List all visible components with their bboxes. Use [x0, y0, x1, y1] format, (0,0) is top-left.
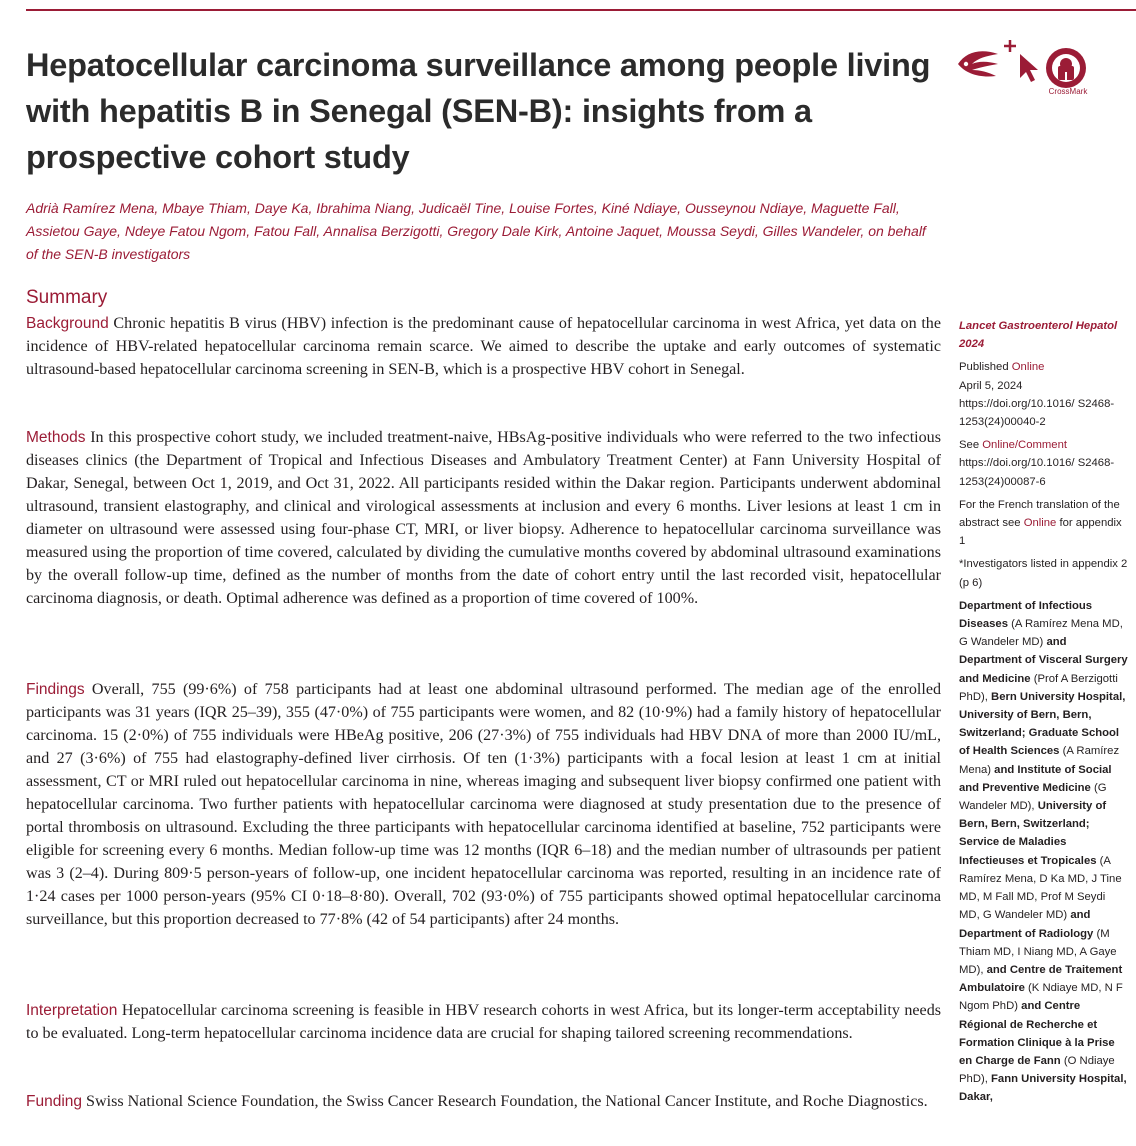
section-text: Chronic hepatitis B virus (HBV) infection is the predominant cause of hepatocellular carcinoma in west Africa, yet data on the incidence of HBV-related hepatocellular carcinoma remain scarce. We aimed to describe the uptake and early outcomes of systematic ultrasound-based hepatocellular carcinoma screening in SEN-B, which is a prospective HBV cohort in Senegal. [26, 315, 941, 378]
article-title: Hepatocellular carcinoma surveillance among people living with hepatitis B in Senegal (SEN-B): insights from a prospective cohort study [26, 47, 931, 175]
translation-prefix: For the French translation of the abstract see [959, 498, 1120, 530]
affiliation-name: Department of Infectious Diseases [959, 599, 1093, 631]
lancet-icon [956, 44, 1000, 84]
background-section [26, 312, 941, 381]
doi-link[interactable]: https://doi.org/10.1016/ S2468-1253(24)00040-2 [959, 397, 1115, 429]
published-prefix: Published [959, 361, 1009, 374]
affiliation-people: (G Wandeler MD), [959, 781, 1107, 813]
translation-note [959, 496, 1129, 551]
translation-online-link[interactable]: Online [1023, 517, 1057, 530]
top-rule [26, 9, 1136, 11]
publication-info [959, 358, 1129, 431]
section-label: Findings [26, 681, 85, 698]
article-sidebar [959, 317, 1129, 1107]
affiliation-people: (M Thiam MD, I Niang MD, A Gaye MD), [959, 927, 1117, 976]
section-text: In this prospective cohort study, we included treatment-naive, HBsAg-positive individuals who were referred to the two infectious diseases clinics (the Department of Tropical and Infectious Diseases and Ambulatory Treatment Center) at Fann University Hospital of Dakar, Senegal, between Oct 1, 2019, and Oct 31, 2022. All participants resided within the Dakar region. Participants underwent abdominal ultrasound, transient elastography, and clinical and virological assessments at inclusion and every 6 months. Liver lesions at least 1 cm in diameter on ultrasound were assessed using four-phase CT, MRI, or liver biopsy. Adherence to hepatocellular carcinoma surveillance was measured using the proportion of time covered, calculated by dividing the cumulative months covered by abdominal ultrasound examinations by the overall follow-up time, defined as the number of months from the date of cohort entry until the last recorded visit, hepatocellular carcinoma diagnosis, or death. Optimal adherence was defined as a proportion of time covered of 100%. [26, 429, 941, 607]
affiliation-people: (A Ramírez Mena MD, G Wandeler MD) [959, 618, 1123, 649]
section-text: Overall, 755 (99·6%) of 758 participants had at least one abdominal ultrasound performed. The median age of the enrolled participants was 31 years (IQR 25–39), 355 (47·0%) of 755 participants were women, and 82 (10·9%) had a family history of hepatocellular carcinoma. 15 (2·0%) of 755 individuals were HBeAg positive, 206 (27·3%) of 755 individuals had HBV DNA of more than 2000 IU/mL, and 27 (3·6%) of 755 had elastography-defined liver cirrhosis. Of ten (1·3%) participants with a focal lesion at least 1 cm at initial assessment, CT or MRI ruled out hepatocellular carcinoma in nine, whereas imaging and subsequent liver biopsy confirmed one patient with hepatocellular carcinoma. Two further patients with hepatocellular carcinoma were diagnosed at study presentation due to the presence of portal thrombosis on ultrasound. Excluding the three participants with hepatocellular carcinoma identified at baseline, 752 participants were eligible for screening every 6 months. Median follow-up time was 12 months (IQR 6–18) and the median number of ultrasounds per patient was 3 (2–4). During 809·5 person-years of follow-up, one incident hepatocellular carcinoma was reported, resulting in an incidence rate of 1·24 cases per 1000 person-years (95% CI 0·18–8·80). Overall, 702 (93·0%) of 755 participants showed optimal hepatocellular carcinoma surveillance, but this proportion decreased to 77·8% (42 of 54 participants) after 24 months. [26, 681, 942, 928]
published-date: April 5, 2024 [959, 379, 1023, 392]
affiliation-text: Bern University Hospital, University of Bern, Bern, Switzerland; Graduate School of Health Sciences [959, 690, 1126, 758]
methods-section [26, 426, 941, 610]
affiliation-text: and Department of Radiology [959, 909, 1094, 940]
affiliation-people: (O Ndiaye PhD), [959, 1054, 1115, 1086]
investigators-note: *Investigators listed in appendix 2 (p 6) [959, 558, 1128, 589]
findings-section [26, 678, 941, 931]
affiliation-people: (A Ramírez Mena, D Ka MD, J Tine MD, M Fall MD, Prof M Seydi MD, G Wandeler MD) [959, 854, 1122, 922]
cursor-icon [1004, 40, 1040, 84]
comment-info [959, 436, 1129, 491]
published-online-link[interactable]: Online [1011, 361, 1045, 374]
summary-heading: Summary [26, 287, 108, 308]
funding-section [26, 1090, 941, 1113]
section-label: Funding [26, 1093, 83, 1110]
affiliation-text: and [1046, 636, 1067, 649]
see-prefix: See [959, 439, 980, 452]
journal-year: 2024 [959, 338, 985, 351]
affiliation-text: and Centre Régional de Recherche et Formation Clinique à la Prise en Charge de Fann [959, 1000, 1115, 1067]
section-label: Methods [26, 429, 86, 446]
section-text: Swiss National Science Foundation, the Swiss Cancer Research Foundation, the National Cancer Institute, and Roche Diagnostics. [86, 1093, 928, 1110]
interpretation-section [26, 999, 941, 1045]
section-label: Interpretation [26, 1002, 118, 1019]
crossmark-icon [1044, 46, 1088, 90]
header-logos [956, 40, 1096, 100]
affiliation-text: and Centre de Traitement Ambulatoire [959, 963, 1123, 995]
section-label: Background [26, 315, 109, 332]
affiliations [959, 597, 1129, 1107]
journal-name: Lancet Gastroenterol Hepatol [959, 320, 1118, 332]
affiliation-text: Fann University Hospital, Dakar, [959, 1073, 1127, 1104]
affiliation-text: and Institute of Social and Preventive Medicine [959, 763, 1112, 794]
affiliation-text: University of Bern, Bern, Switzerland; Service de Maladies Infectieuses et Tropicales [959, 800, 1107, 867]
comment-doi-link[interactable]: https://doi.org/10.1016/ S2468-1253(24)00087-6 [959, 457, 1115, 488]
author-list: Adrià Ramírez Mena, Mbaye Thiam, Daye Ka, Ibrahima Niang, Judicaël Tine, Louise Fortes, Kiné Ndiaye, Ousseynou Ndiaye, Maguette Fall, Assietou Gaye, Ndeye Fatou Ngom, Fatou Fall, Annalisa Berzigotti, Gregory Dale Kirk, Antoine Jaquet, Moussa Seydi, Gilles Wandeler, on behalf of the SEN-B investigators [26, 200, 926, 262]
affiliation-name: Department of Visceral Surgery and Medicine [959, 654, 1128, 685]
affiliation-people: (A Ramírez Mena) [959, 745, 1120, 776]
affiliation-people: (K Ndiaye MD, N F Ngom PhD) [959, 982, 1123, 1013]
online-comment-link[interactable]: Online/Comment [982, 439, 1068, 452]
translation-suffix: for appendix 1 [959, 517, 1122, 548]
affiliation-people: (Prof A Berzigotti PhD), [959, 672, 1118, 703]
crossmark-label[interactable]: CrossMark [1048, 87, 1088, 96]
journal-citation [959, 317, 1129, 353]
section-text: Hepatocellular carcinoma screening is feasible in HBV research cohorts in west Africa, but its longer-term acceptability needs to be evaluated. Long-term hepatocellular carcinoma incidence data are crucial for shaping tailored screening recommendations. [26, 1002, 942, 1042]
